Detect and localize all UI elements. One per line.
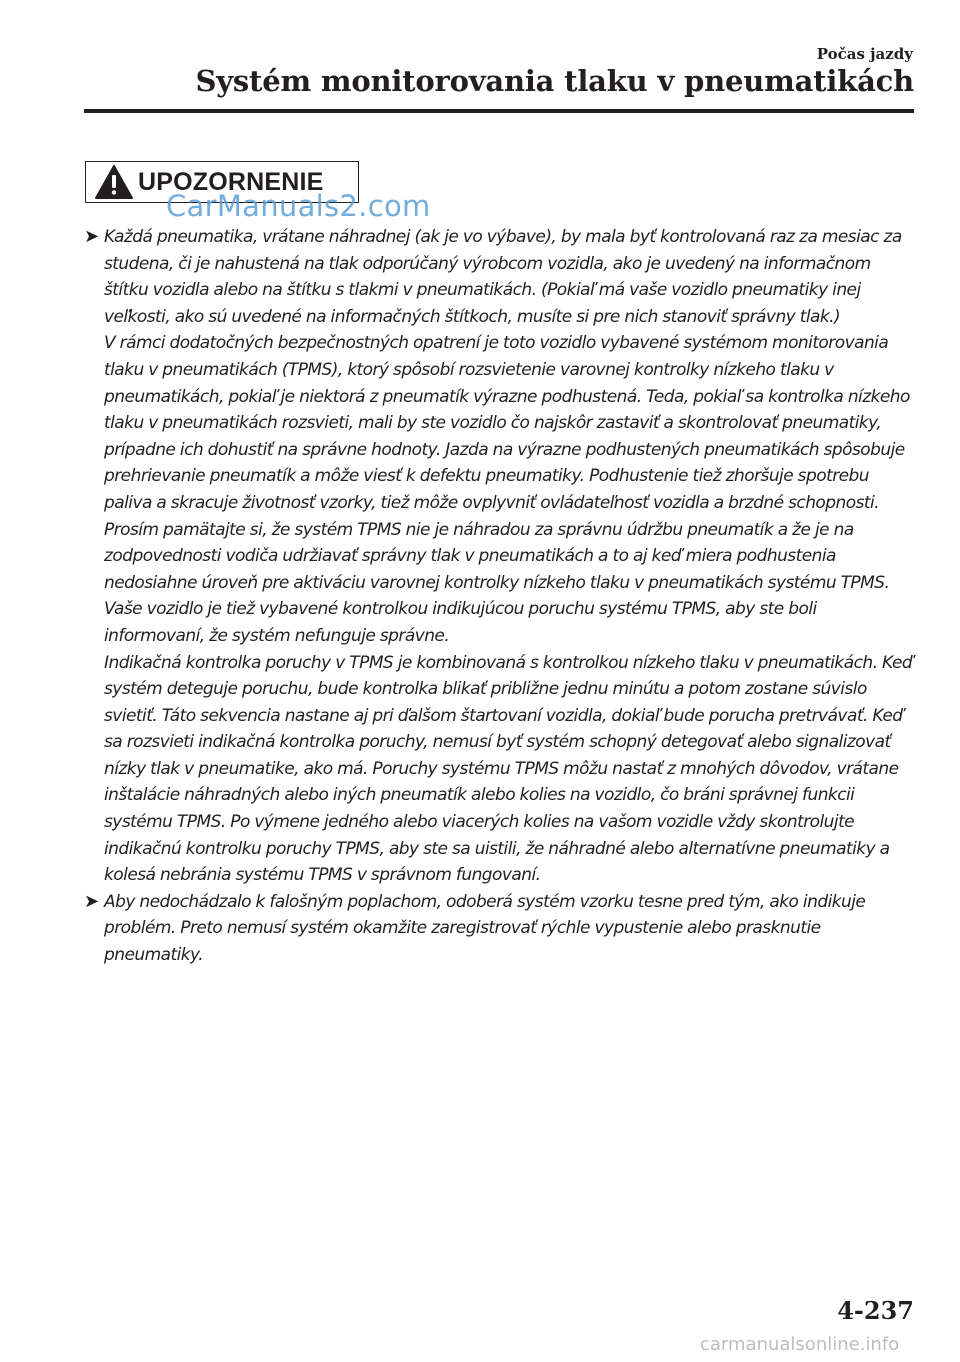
arrow-bullet-icon: ➤ [84, 226, 100, 247]
bullet-item-tire-pressure [84, 224, 914, 889]
bullet-item-false-alarms [84, 889, 914, 969]
paragraph: Aby nedochádzalo k falošným poplachom, odoberá systém vzorku tesne pred tým, ako indikuje problém. Preto nemusí systém okamžite zaregistrovať rýchle vypustenie alebo prasknutie pneumatiky. [104, 891, 866, 966]
warning-triangle-icon [94, 164, 134, 200]
arrow-bullet-icon: ➤ [84, 890, 100, 912]
watermark-logo: CarManuals2.com [166, 189, 431, 223]
paragraph: V rámci dodatočných bezpečnostných opatrení je toto vozidlo vybavené systémom monitorovania tlaku v pneumatikách (TPMS), ktorý spôsobí rozsvietenie varovnej kontrolky nízkeho tlaku v pneumatikách, pokiaľ je niektorá z pneumatík výrazne podhustená. Teda, pokiaľ sa kontrolka nízkeho tlaku v pneumatikách rozsvieti, mali by ste vozidlo čo najskôr zastaviť a skontrolovať pneumatiky, prípadne ich dohustiť na správne hodnoty. Jazda na výrazne podhustených pneumatikách spôsobuje prehrievanie pneumatík a môže viesť k defektu pneumatiky. Podhustenie tiež zhoršuje spotrebu paliva a skracuje životnosť vzorky, tiež môže ovplyvniť ovládateľnosť vozidla a brzdné schopnosti. [104, 333, 910, 513]
paragraph: Prosím pamätajte si, že systém TPMS nie je náhradou za správnu údržbu pneumatík a že je na zodpovednosti vodiča udržiavať správny tlak v pneumatikách a to aj keď miera podhustenia nedosiahne úroveň pre aktiváciu varovnej kontrolky nízkeho tlaku v pneumatikách systému TPMS. [104, 519, 890, 593]
section-label: Počas jazdy [816, 45, 913, 63]
paragraph: Každá pneumatika, vrátane náhradnej (ak je vo výbave), by mala byť kontrolovaná raz za mesiac za studena, či je nahustená na tlak odporúčaný výrobcom vozidla, ako je uvedený na informačnom štítku vozidla alebo na štítku s tlakmi v pneumatikách. (Pokiaľ má vaše vozidlo pneumatiky inej veľkosti, ako sú uvedené na informačných štítkoch, musíte si pre nich stanoviť správny tlak.) [104, 227, 902, 327]
warning-label: UPOZORNENIE [138, 167, 324, 196]
header-divider [84, 109, 914, 113]
warning-content [84, 224, 914, 969]
paragraph: Indikačná kontrolka poruchy v TPMS je kombinovaná s kontrolkou nízkeho tlaku v pneumatikách. Keď systém deteguje poruchu, bude kontrolka blikať približne jednu minútu a potom zostane súvislo svietiť. Táto sekvencia nastane aj pri ďalšom štartovaní vozidla, dokiaľ bude porucha pretrvávať. Keď sa rozsvieti indikačná kontrolka poruchy, nemusí byť systém schopný detegovať alebo signalizovať nízky tlak v pneumatike, ako má. Poruchy systému TPMS môžu nastať z mnohých dôvodov, vrátane inštalácie náhradných alebo iných pneumatík alebo kolies na vozidlo, čo bráni správnej funkcii systému TPMS. Po výmene jedného alebo viacerých kolies na vašom vozidle vždy skontrolujte indikačnú kontrolku poruchy TPMS, aby ste sa uistili, že náhradné alebo alternatívne pneumatiky a kolesá nebránia systému TPMS v správnom fungovaní. [104, 652, 913, 886]
page-title: Systém monitorovania tlaku v pneumatikách [195, 64, 914, 98]
paragraph: Vaše vozidlo je tiež vybavené kontrolkou indikujúcou poruchu systému TPMS, aby ste boli informovaní, že systém nefunguje správne. [104, 599, 817, 646]
page-number: 4-237 [837, 1296, 914, 1325]
footer-watermark: carmanualsonline.info [700, 1334, 900, 1355]
